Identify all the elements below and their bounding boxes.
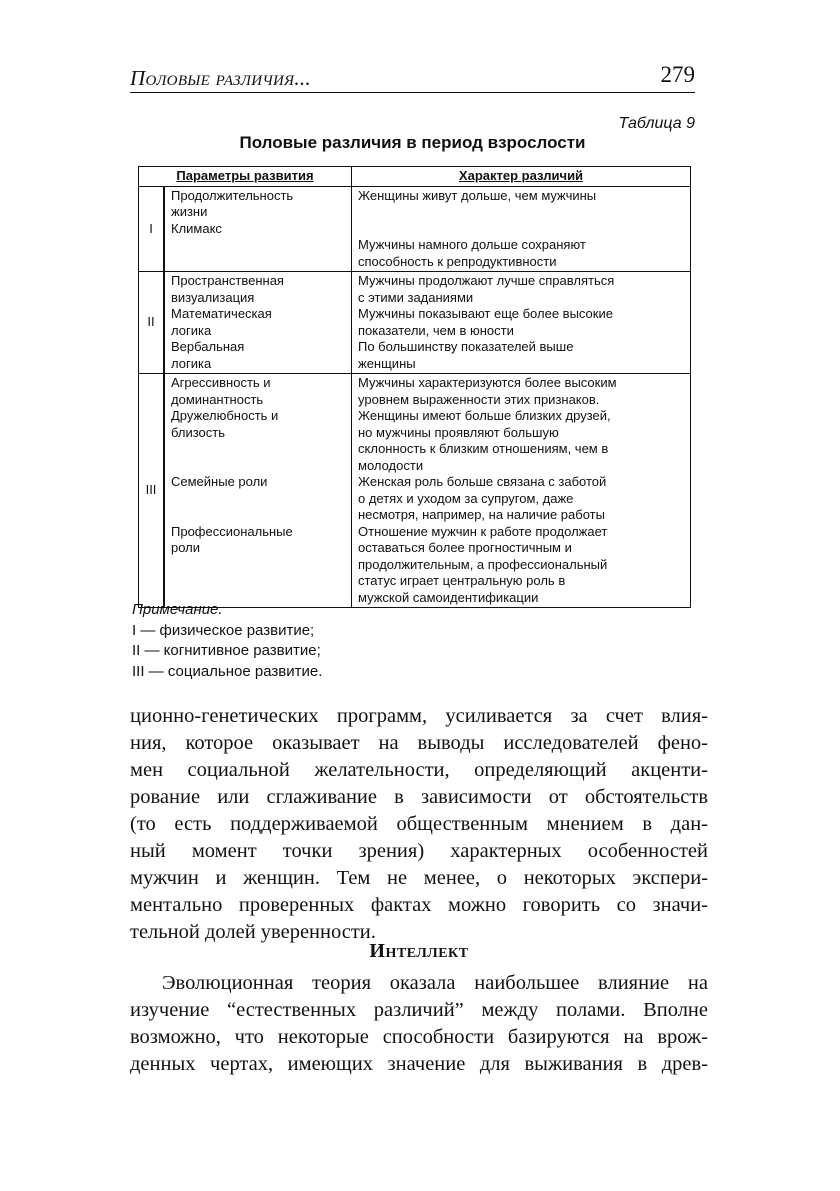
differences-cell bbox=[352, 186, 691, 272]
text-line: изучение “естественных различий” между полами. Вполне bbox=[130, 999, 708, 1021]
difference-line: показатели, чем в юности bbox=[358, 322, 514, 338]
difference-line: Мужчины намного дольше сохраняют bbox=[358, 237, 586, 252]
text-line: ционно-генетических программ, усиливается за счет влия- bbox=[130, 705, 708, 727]
note-title: Примечание. bbox=[132, 601, 223, 618]
text-line: ния, которое оказывает на выводы исследователей фено- bbox=[130, 732, 708, 754]
difference-line: Женская роль больше связана с заботой bbox=[358, 474, 607, 489]
parameter-line: Вербальная bbox=[171, 339, 245, 354]
table-header bbox=[139, 167, 691, 187]
parameter-line: визуализация bbox=[171, 289, 255, 305]
difference-line: молодости bbox=[358, 457, 424, 473]
spacer bbox=[171, 491, 347, 508]
parameter-line: Профессиональные bbox=[171, 523, 293, 539]
spacer bbox=[171, 458, 347, 475]
column-header-parameters: Параметры развития bbox=[139, 167, 352, 187]
spacer bbox=[358, 221, 686, 238]
spacer bbox=[171, 237, 347, 254]
column-header-differences: Характер различий bbox=[352, 167, 691, 187]
differences-cell bbox=[352, 374, 691, 608]
difference-line: о детях и уходом за супругом, даже bbox=[358, 490, 574, 506]
difference-line: женщины bbox=[358, 355, 416, 371]
running-title: Половые различия... bbox=[130, 66, 311, 90]
difference-line: Отношение мужчин к работе продолжает bbox=[358, 523, 608, 539]
difference-line: статус играет центральную роль в bbox=[358, 573, 566, 588]
difference-line: уровнем выраженности этих признаков. bbox=[358, 391, 600, 407]
page-number: 279 bbox=[660, 62, 695, 87]
parameter-line: логика bbox=[171, 355, 212, 371]
difference-line: способность к репродуктивности bbox=[358, 253, 557, 269]
parameter-line: Математическая bbox=[171, 306, 272, 321]
spacer bbox=[171, 441, 347, 458]
running-header bbox=[130, 62, 695, 93]
parameter-line: Климакс bbox=[171, 220, 222, 236]
parameter-line: Пространственная bbox=[171, 273, 284, 288]
parameter-line: Семейные роли bbox=[171, 474, 268, 489]
spacer bbox=[171, 507, 347, 524]
parameters-cell bbox=[164, 272, 352, 374]
difference-line: с этими заданиями bbox=[358, 289, 474, 305]
parameter-line: роли bbox=[171, 540, 201, 555]
difference-line: Мужчины продолжают лучше справляться bbox=[358, 273, 615, 288]
group-id-cell: I bbox=[139, 186, 165, 272]
parameters-cell bbox=[164, 374, 352, 608]
text-line: возможно, что некоторые способности базируются на врож- bbox=[130, 1026, 708, 1048]
difference-line: склонность к близким отношениям, чем в bbox=[358, 441, 609, 456]
differences-table bbox=[138, 166, 691, 608]
difference-line: но мужчины проявляют большую bbox=[358, 424, 559, 440]
table-row bbox=[139, 272, 691, 374]
difference-line: По большинству показателей выше bbox=[358, 339, 574, 354]
difference-line: мужской самоидентификации bbox=[358, 589, 539, 605]
parameter-line: жизни bbox=[171, 204, 208, 219]
text-line: мужчин и женщин. Тем не менее, о некоторых экспери- bbox=[130, 867, 708, 889]
table-body bbox=[139, 186, 691, 608]
spacer bbox=[171, 557, 347, 574]
spacer bbox=[358, 204, 686, 221]
difference-line: Женщины живут дольше, чем мужчины bbox=[358, 187, 597, 203]
difference-line: продолжительным, а профессиональный bbox=[358, 556, 608, 572]
text-line: ный момент точки зрения) характерных особенностей bbox=[130, 840, 708, 862]
difference-line: Мужчины характеризуются более высоким bbox=[358, 375, 617, 390]
differences-cell bbox=[352, 272, 691, 374]
group-id-cell: II bbox=[139, 272, 165, 374]
text-line: тельной долей уверенности. bbox=[130, 921, 376, 943]
table-note bbox=[132, 600, 322, 682]
difference-line: оставаться более прогностичным и bbox=[358, 540, 572, 555]
text-line: рование или сглаживание в зависимости от обстоятельств bbox=[130, 786, 708, 808]
difference-line: несмотря, например, на наличие работы bbox=[358, 507, 605, 522]
parameter-line: логика bbox=[171, 322, 212, 338]
parameter-line: Агрессивность и bbox=[171, 375, 271, 390]
table-row bbox=[139, 374, 691, 608]
spacer bbox=[171, 573, 347, 590]
table-header-row bbox=[139, 167, 691, 187]
note-line: III — социальное развитие. bbox=[132, 662, 323, 680]
parameter-line: близость bbox=[171, 424, 225, 440]
text-line: (то есть поддерживаемой общественным мнением в дан- bbox=[130, 813, 708, 835]
group-id-cell: III bbox=[139, 374, 165, 608]
parameter-line: Продолжительность bbox=[171, 187, 294, 203]
parameters-cell bbox=[164, 186, 352, 272]
parameter-line: Дружелюбность и bbox=[171, 408, 279, 423]
parameter-line: доминантность bbox=[171, 391, 264, 407]
table-label: Таблица 9 bbox=[618, 115, 695, 132]
table-row bbox=[139, 186, 691, 272]
paragraph-continued bbox=[130, 703, 708, 946]
text-line: мен социальной желательности, определяющий акценти- bbox=[130, 759, 708, 781]
paragraph-intellect bbox=[130, 970, 708, 1078]
note-line: II — когнитивное развитие; bbox=[132, 642, 321, 659]
note-line: I — физическое развитие; bbox=[132, 621, 315, 639]
text-line: ментально проверенных фактах можно говорить со значи- bbox=[130, 894, 708, 916]
difference-line: Женщины имеют больше близких друзей, bbox=[358, 408, 611, 423]
text-line: Эволюционная теория оказала наибольшее влияние на bbox=[162, 972, 708, 994]
table-title: Половые различия в период взрослости bbox=[239, 133, 586, 152]
section-heading: Интеллект bbox=[369, 940, 469, 962]
text-line: денных чертах, имеющих значение для выживания в древ- bbox=[130, 1053, 708, 1075]
difference-line: Мужчины показывают еще более высокие bbox=[358, 306, 613, 321]
